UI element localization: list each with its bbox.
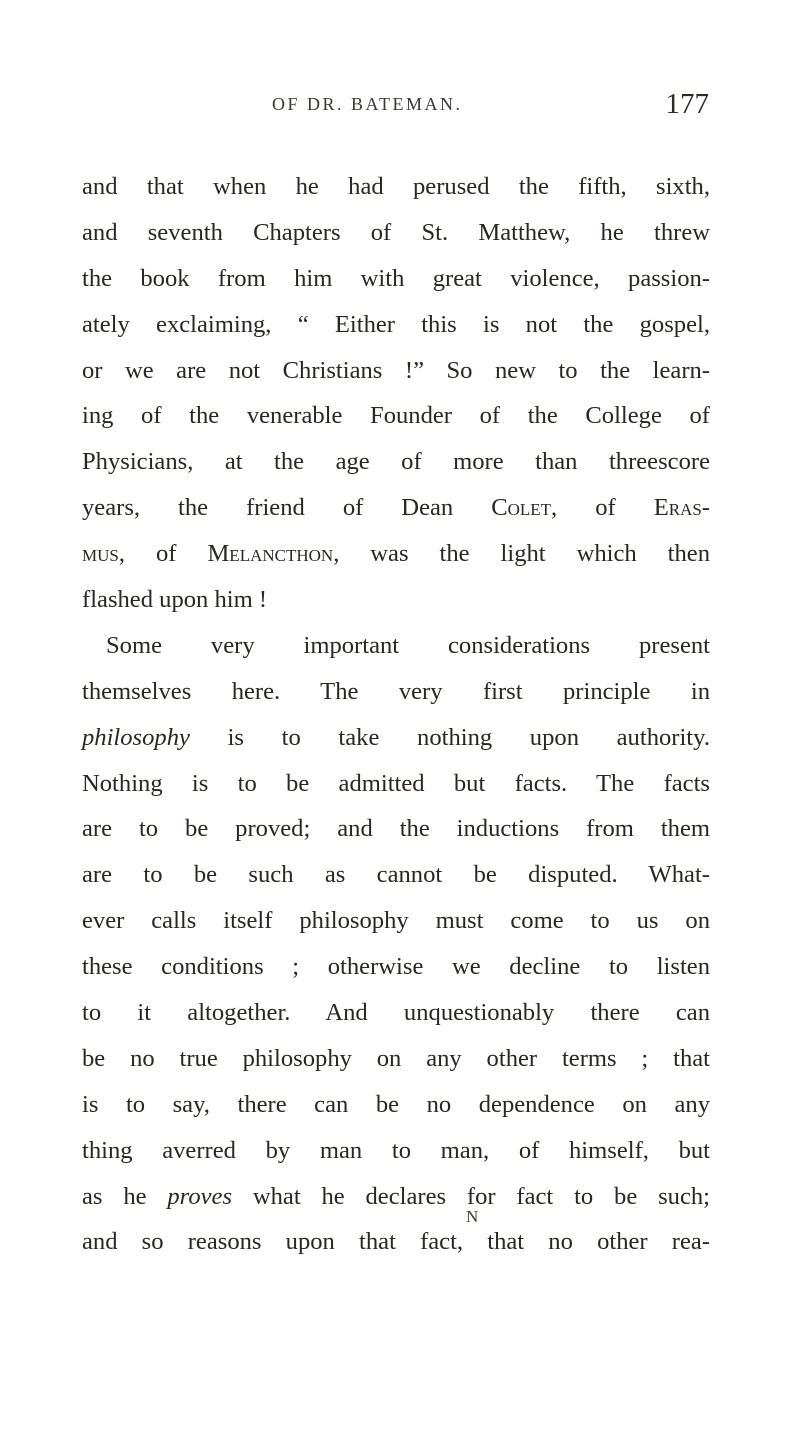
- text-line: mus, of Melancthon, was the light which then: [82, 540, 710, 568]
- text-line: and that when he had perused the fifth, sixth,: [82, 173, 710, 200]
- text-line: are to be proved; and the inductions from them: [82, 815, 710, 843]
- text-line: Some very important considerations present: [106, 631, 710, 659]
- text-line: these conditions ; otherwise we decline to listen: [82, 953, 710, 981]
- text-line: as he proves what he declares for fact to be such;: [82, 1182, 710, 1210]
- text-line: and seventh Chapters of St. Matthew, he threw: [82, 218, 710, 246]
- running-title: OF DR. BATEMAN.: [272, 94, 463, 114]
- name-erasmus-end: mus: [82, 540, 119, 568]
- text-line: thing averred by man to man, of himself, but: [82, 1136, 710, 1164]
- body-text: [82, 164, 710, 1265]
- text-line: years, the friend of Dean Colet, of Eras-: [82, 494, 710, 522]
- name-erasmus: Eras-: [653, 494, 710, 522]
- text-line: themselves here. The very first principle in: [82, 677, 710, 705]
- text-line: be no true philosophy on any other terms ; that: [82, 1044, 710, 1072]
- text-line: and so reasons upon that fact, that no other rea-: [82, 1228, 710, 1256]
- text-line: ing of the venerable Founder of the College of: [82, 402, 710, 430]
- page-number: 177: [665, 88, 709, 120]
- name-melancthon: Melancthon: [207, 540, 334, 568]
- name-colet: Colet: [491, 494, 552, 522]
- text-line: Nothing is to be admitted but facts. The facts: [82, 769, 710, 797]
- text-line: to it altogether. And unquestionably there can: [82, 999, 710, 1027]
- text-line: ately exclaiming, “ Either this is not the gospel,: [82, 310, 710, 338]
- text-line: or we are not Christians !” So new to the learn-: [82, 356, 710, 384]
- text-line: the book from him with great violence, passion-: [82, 264, 710, 292]
- text-line: ever calls itself philosophy must come to us on: [82, 907, 710, 935]
- text-line: Physicians, at the age of more than threescore: [82, 448, 710, 476]
- text-line: flashed upon him !: [82, 586, 268, 614]
- text-line: philosophy is to take nothing upon authority.: [82, 723, 710, 751]
- italic-proves: proves: [167, 1182, 233, 1210]
- signature-mark: N: [466, 1207, 479, 1226]
- text-line: is to say, there can be no dependence on any: [82, 1090, 710, 1118]
- text-line: are to be such as cannot be disputed. What-: [82, 861, 710, 889]
- italic-philosophy: philosophy: [82, 723, 190, 751]
- running-head: [272, 88, 712, 126]
